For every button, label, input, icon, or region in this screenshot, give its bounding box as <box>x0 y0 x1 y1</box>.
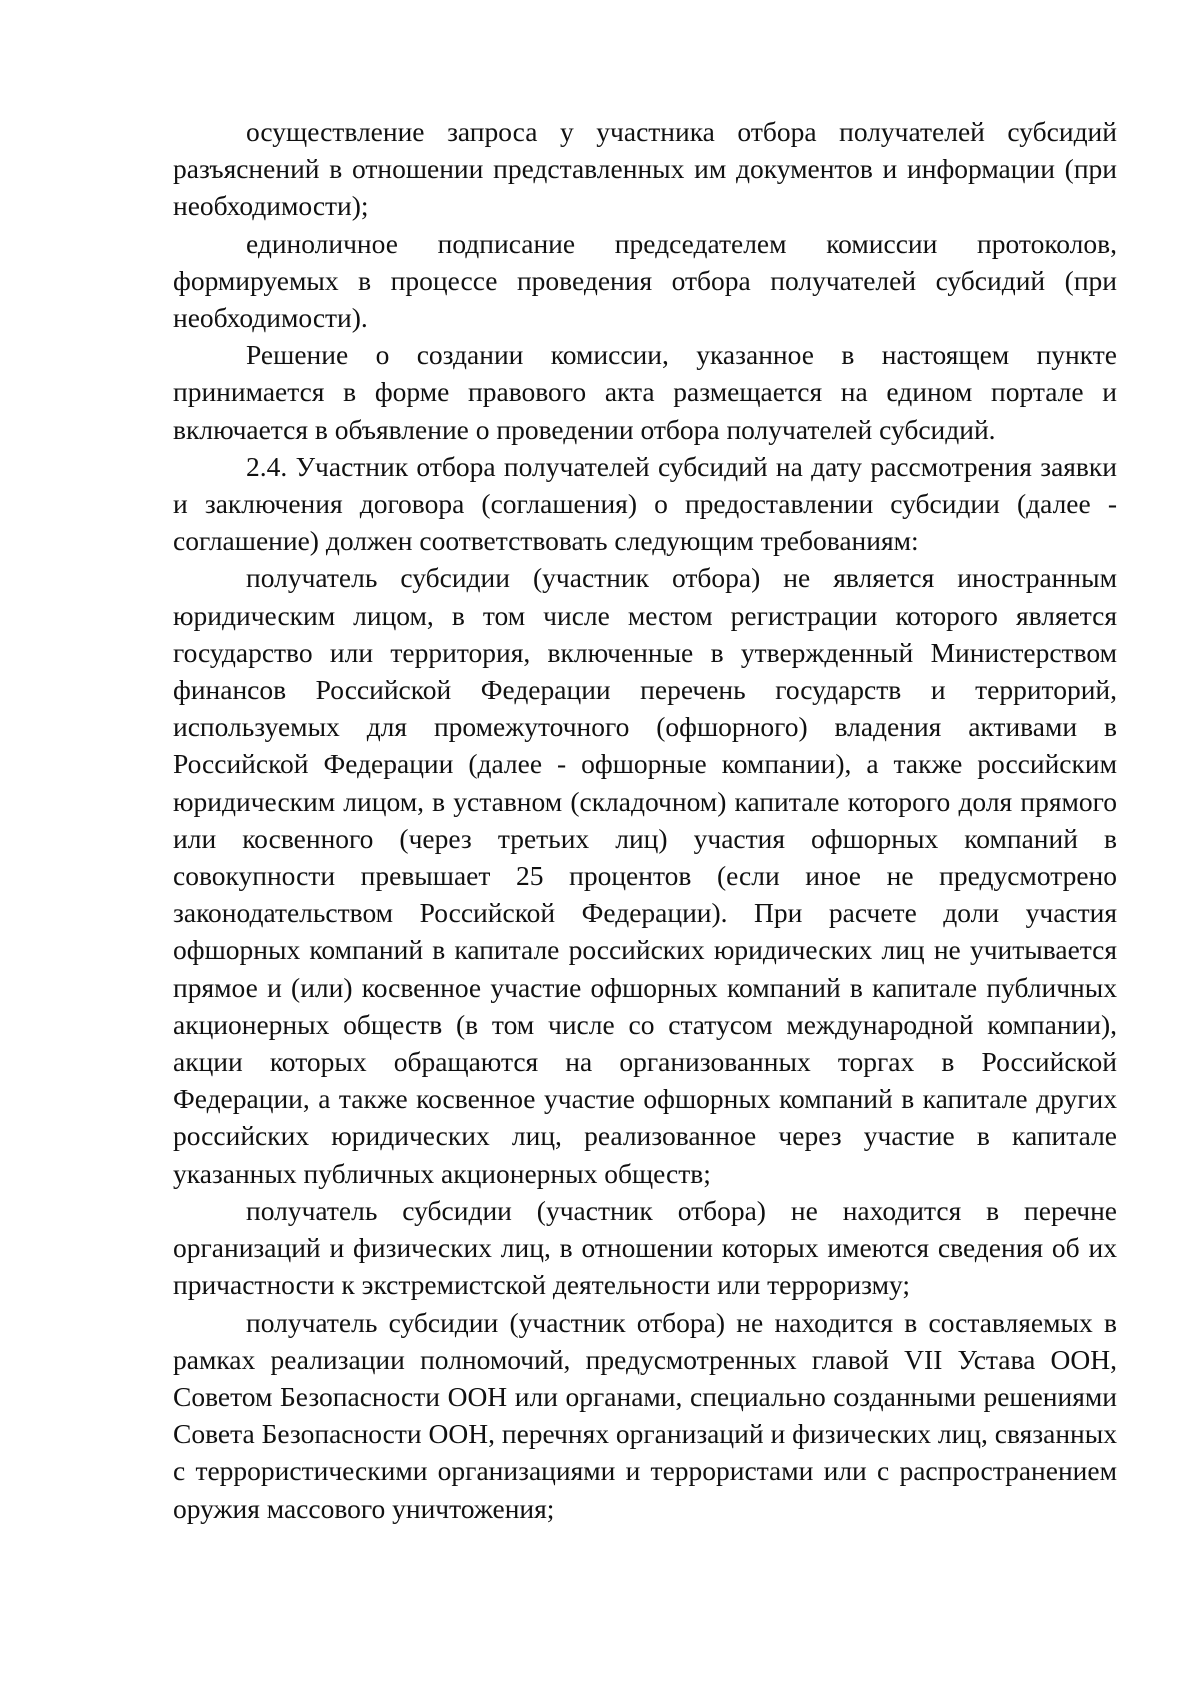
paragraph-commission-decision: Решение о создании комиссии, указанное в настоящем пункте принимается в форме правового акта размещается на едином портале и включается в объявление о проведении отбора получателей субсидий. <box>173 339 1117 445</box>
paragraph-un-sanctions-list: получатель субсидии (участник отбора) не находится в составляемых в рамках реализации полномочий, предусмотренных главой VII Устава ООН, Советом Безопасности ООН или органами, специально созданными решениями Совета Безопасности ООН, перечнях организаций и физических лиц, связанных с террористическими организациями и террористами или с распространением оружия массового уничтожения; <box>173 1306 1117 1524</box>
paragraph-offshore-requirement: получатель субсидии (участник отбора) не является иностранным юридическим лицом, в том числе местом регистрации которого является государство или территория, включенные в утвержденный Министерством финансов Российской Федерации перечень государств и территорий, используемых для промежуточного (офшорного) владения активами в Российской Федерации (далее - офшорные компании), а также российским юридическим лицом, в уставном (складочном) капитале которого доля прямого или косвенного (через третьих лиц) участия офшорных компаний в совокупности превышает 25 процентов (если иное не предусмотрено законодательством Российской Федерации). При расчете доли участия офшорных компаний в капитале российских юридических лиц не учитывается прямое и (или) косвенное участие офшорных компаний в капитале публичных акционерных обществ (в том числе со статусом международной компании), акции которых обращаются на организованных торгах в Российской Федерации, а также косвенное участие офшорных компаний в капитале других российских юридических лиц, реализованное через участие в капитале указанных публичных акционерных обществ; <box>173 562 1117 1189</box>
paragraph-sole-signing: единоличное подписание председателем комиссии протоколов, формируемых в процессе проведения отбора получателей субсидий (при необходимости). <box>173 227 1117 334</box>
paragraph-section-2-4: 2.4. Участник отбора получателей субсидий на дату рассмотрения заявки и заключения договора (соглашения) о предоставлении субсидии (далее - соглашение) должен соответствовать следующим требованиям: <box>173 450 1117 557</box>
paragraph-request-clarifications: осуществление запроса у участника отбора получателей субсидий разъяснений в отношении представленных им документов и информации (при необходимости); <box>173 116 1117 222</box>
document-body <box>173 113 1117 1527</box>
paragraph-extremism-list: получатель субсидии (участник отбора) не находится в перечне организаций и физических лиц, в отношении которых имеются сведения об их причастности к экстремистской деятельности или терроризму; <box>173 1194 1117 1301</box>
